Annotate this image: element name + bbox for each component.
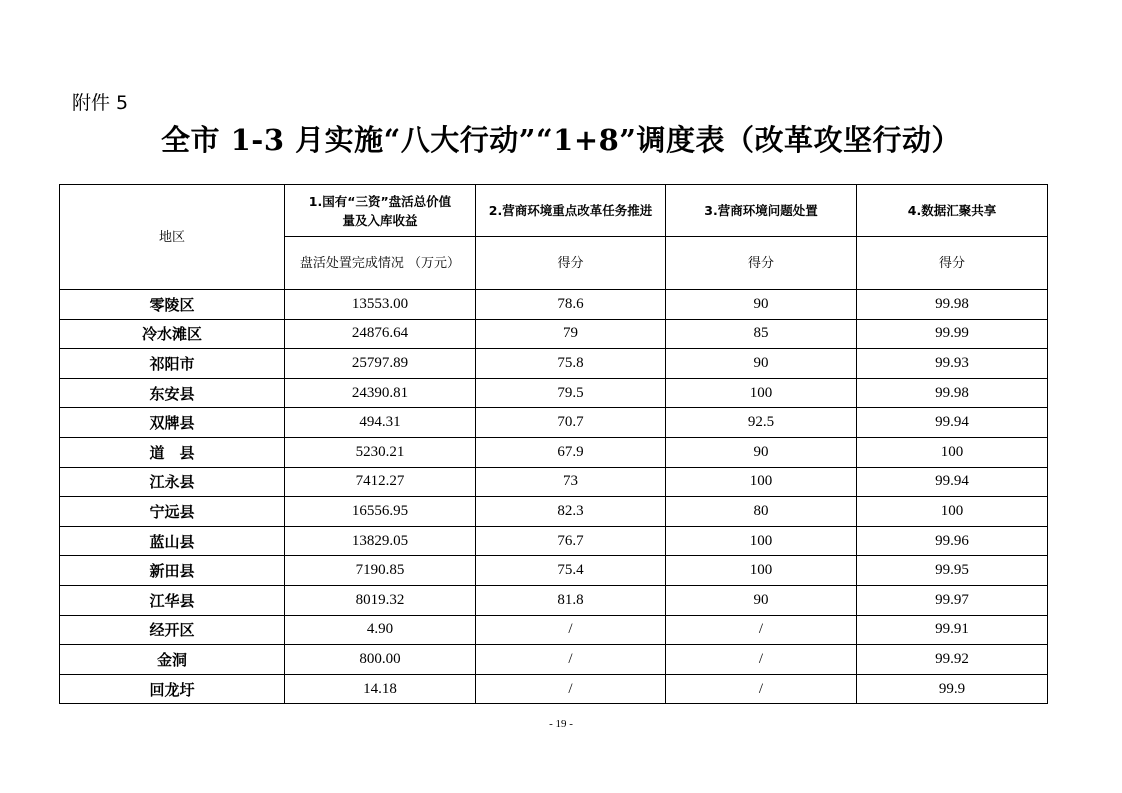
col1-header: 1.国有“三资”盘活总价值量及入库收益 (285, 185, 476, 237)
reform-score-cell: 75.8 (476, 349, 666, 379)
revitalization-value-cell: 25797.89 (285, 349, 476, 379)
table-row (60, 497, 1048, 527)
reform-score-cell: 67.9 (476, 437, 666, 467)
table-row (60, 408, 1048, 438)
col4-header: 4.数据汇聚共享 (857, 185, 1048, 237)
reform-score-cell: 76.7 (476, 526, 666, 556)
data-score-cell: 99.95 (857, 556, 1048, 586)
region-cell: 江华县 (60, 585, 285, 615)
reform-score-cell: 70.7 (476, 408, 666, 438)
region-cell: 回龙圩 (60, 674, 285, 704)
revitalization-value-cell: 7190.85 (285, 556, 476, 586)
issue-score-cell: / (666, 674, 857, 704)
issue-score-cell: 100 (666, 526, 857, 556)
attachment-label: 附件 5 (72, 92, 129, 114)
reform-score-cell: 79.5 (476, 378, 666, 408)
revitalization-value-cell: 14.18 (285, 674, 476, 704)
reform-score-cell: / (476, 674, 666, 704)
region-cell: 宁远县 (60, 497, 285, 527)
issue-score-cell: 85 (666, 319, 857, 349)
revitalization-value-cell: 494.31 (285, 408, 476, 438)
region-cell: 东安县 (60, 378, 285, 408)
sub-header-1: 盘活处置完成情况 （万元） (285, 237, 476, 290)
issue-score-cell: 90 (666, 437, 857, 467)
table-body (60, 290, 1048, 704)
table-row (60, 585, 1048, 615)
region-cell: 蓝山县 (60, 526, 285, 556)
data-score-cell: 99.9 (857, 674, 1048, 704)
revitalization-value-cell: 13553.00 (285, 290, 476, 320)
table-row (60, 319, 1048, 349)
issue-score-cell: 100 (666, 556, 857, 586)
revitalization-value-cell: 8019.32 (285, 585, 476, 615)
data-score-cell: 99.98 (857, 378, 1048, 408)
reform-score-cell: 82.3 (476, 497, 666, 527)
col3-header: 3.营商环境问题处置 (666, 185, 857, 237)
data-score-cell: 100 (857, 437, 1048, 467)
sub-header-2: 得分 (476, 237, 666, 290)
region-cell: 冷水滩区 (60, 319, 285, 349)
reform-score-cell: 79 (476, 319, 666, 349)
revitalization-value-cell: 24390.81 (285, 378, 476, 408)
revitalization-value-cell: 800.00 (285, 645, 476, 675)
data-score-cell: 99.93 (857, 349, 1048, 379)
reform-score-cell: 81.8 (476, 585, 666, 615)
reform-score-cell: 73 (476, 467, 666, 497)
reform-score-cell: 78.6 (476, 290, 666, 320)
revitalization-value-cell: 13829.05 (285, 526, 476, 556)
data-score-cell: 99.92 (857, 645, 1048, 675)
issue-score-cell: 92.5 (666, 408, 857, 438)
issue-score-cell: 100 (666, 378, 857, 408)
data-score-cell: 99.99 (857, 319, 1048, 349)
data-score-cell: 100 (857, 497, 1048, 527)
region-cell: 新田县 (60, 556, 285, 586)
table-row (60, 526, 1048, 556)
region-header: 地区 (60, 185, 285, 290)
issue-score-cell: 100 (666, 467, 857, 497)
issue-score-cell: 90 (666, 349, 857, 379)
revitalization-value-cell: 7412.27 (285, 467, 476, 497)
table-row (60, 290, 1048, 320)
data-score-cell: 99.97 (857, 585, 1048, 615)
issue-score-cell: 90 (666, 290, 857, 320)
region-cell: 零陵区 (60, 290, 285, 320)
region-cell: 经开区 (60, 615, 285, 645)
table-row (60, 378, 1048, 408)
data-score-cell: 99.96 (857, 526, 1048, 556)
table-row (60, 556, 1048, 586)
page-number: - 19 - (549, 718, 573, 730)
data-score-cell: 99.94 (857, 408, 1048, 438)
data-score-cell: 99.94 (857, 467, 1048, 497)
region-cell: 江永县 (60, 467, 285, 497)
region-cell: 祁阳市 (60, 349, 285, 379)
reform-score-cell: 75.4 (476, 556, 666, 586)
sub-header-4: 得分 (857, 237, 1048, 290)
issue-score-cell: 80 (666, 497, 857, 527)
issue-score-cell: / (666, 615, 857, 645)
table-row (60, 349, 1048, 379)
table-row (60, 437, 1048, 467)
revitalization-value-cell: 4.90 (285, 615, 476, 645)
dispatch-table (59, 184, 1048, 704)
table-row (60, 645, 1048, 675)
reform-score-cell: / (476, 645, 666, 675)
region-cell: 双牌县 (60, 408, 285, 438)
table-row (60, 467, 1048, 497)
reform-score-cell: / (476, 615, 666, 645)
sub-header-3: 得分 (666, 237, 857, 290)
issue-score-cell: 90 (666, 585, 857, 615)
table-row (60, 674, 1048, 704)
data-score-cell: 99.91 (857, 615, 1048, 645)
revitalization-value-cell: 24876.64 (285, 319, 476, 349)
data-score-cell: 99.98 (857, 290, 1048, 320)
revitalization-value-cell: 5230.21 (285, 437, 476, 467)
table-row (60, 615, 1048, 645)
issue-score-cell: / (666, 645, 857, 675)
region-cell: 金洞 (60, 645, 285, 675)
col2-header: 2.营商环境重点改革任务推进 (476, 185, 666, 237)
region-cell: 道 县 (60, 437, 285, 467)
revitalization-value-cell: 16556.95 (285, 497, 476, 527)
document-title: 全市 1-3 月实施“八大行动”“1+8”调度表（改革攻坚行动） (161, 123, 961, 157)
